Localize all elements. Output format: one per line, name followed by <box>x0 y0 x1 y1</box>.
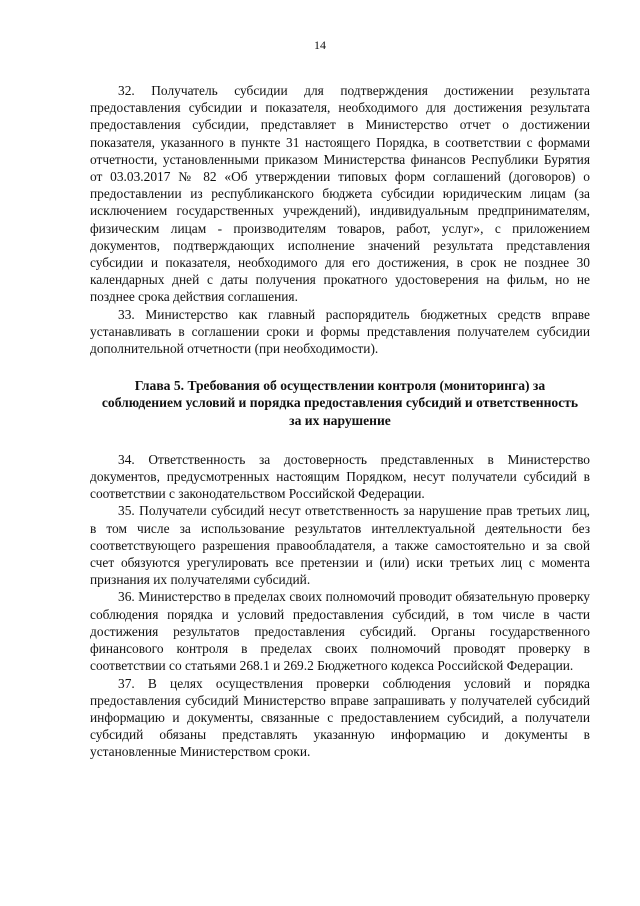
page-number: 14 <box>314 38 326 52</box>
paragraph-36: 36. Министерство в пределах своих полномочий проводит обязательную проверку соблюдения порядка и условий предоставления субсидий, в том числе в части достижения результатов предоставления субсидий. Органы государственного финансового контроля в пределах своих полномочий проводят проверку в соответствии со статьями 268.1 и 269.2 Бюджетного кодекса Российской Федерации. <box>90 589 590 674</box>
paragraph-33: 33. Министерство как главный распорядитель бюджетных средств вправе устанавливать в соглашении сроки и формы представления получателем субсидии дополнительной отчетности (при необходимости). <box>90 306 590 357</box>
paragraph-35: 35. Получатели субсидий несут ответственность за нарушение прав третьих лиц, в том числе за использование результатов интеллектуальной деятельности без соответствующего разрешения правообладателя, а также самостоятельно и за свой счет обязуются урегулировать все претензии и (или) иски третьих лиц с момента признания их получателями субсидий. <box>90 503 590 588</box>
document-body <box>90 82 590 761</box>
paragraph-34: 34. Ответственность за достоверность представленных в Министерство документов, предусмотренных настоящим Порядком, несут получатели субсидий в соответствии с законодательством Российской Федерации. <box>90 451 590 502</box>
chapter-5-heading: Глава 5. Требования об осуществлении контроля (мониторинга) за соблюдением условий и порядка предоставления субсидий и ответственность за их нарушение <box>101 378 579 428</box>
paragraph-32: 32. Получатель субсидии для подтверждения достижении результата предоставления субсидии и показателя, необходимого для достижения результата предоставления субсидии, представляет в Министерство отчет о достижении показателя, указанного в пункте 31 настоящего Порядка, в соответствии с формами отчетности, установленными приказом Министерства финансов Республики Бурятия от 03.03.2017 № 82 «Об утверждении типовых форм соглашений (договоров) о предоставлении из республиканского бюджета субсидии юридическим лицам (за исключением государственных учреждений), индивидуальным предпринимателям, физическим лицам - производителям товаров, работ, услуг», с приложением документов, подтверждающих исполнение значений результата представления субсидии и показателя, необходимого для его достижения, в срок не позднее 30 календарных дней с даты получения прокатного удостоверения на фильм, но не позднее срока действия соглашения. <box>90 83 590 305</box>
paragraph-37: 37. В целях осуществления проверки соблюдения условий и порядка предоставления субсидий Министерство вправе запрашивать у получателей субсидий информацию и документы, связанные с предоставлением субсидий, а получатели субсидий обязаны представлять указанную информацию и документы в установленные Министерством сроки. <box>90 675 590 760</box>
